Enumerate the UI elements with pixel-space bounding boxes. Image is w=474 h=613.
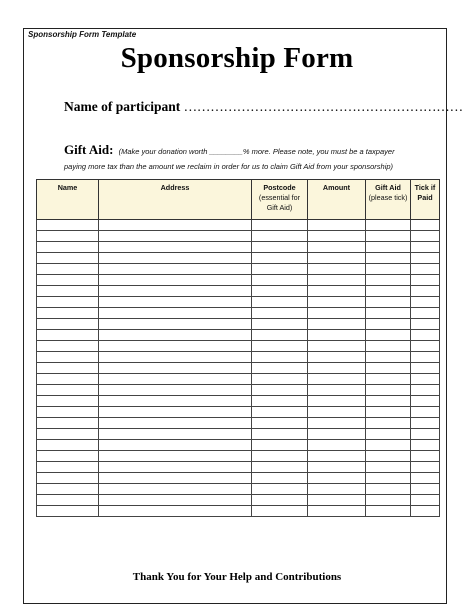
amount-cell[interactable] (308, 407, 366, 418)
gift-aid-cell[interactable] (366, 396, 411, 407)
paid-cell[interactable] (411, 308, 440, 319)
postcode-cell[interactable] (252, 407, 308, 418)
amount-cell[interactable] (308, 275, 366, 286)
name-cell[interactable] (37, 440, 99, 451)
table-row (37, 418, 440, 429)
name-cell[interactable] (37, 363, 99, 374)
name-cell[interactable] (37, 275, 99, 286)
amount-cell[interactable] (308, 231, 366, 242)
gift-aid-cell[interactable] (366, 484, 411, 495)
gift-aid-cell[interactable] (366, 418, 411, 429)
header-gift-aid-sub: (please tick) (368, 193, 408, 202)
gift-aid-cell[interactable] (366, 253, 411, 264)
paid-cell[interactable] (411, 253, 440, 264)
table-row (37, 231, 440, 242)
amount-cell[interactable] (308, 473, 366, 484)
gift-aid-cell[interactable] (366, 495, 411, 506)
table-row (37, 275, 440, 286)
postcode-cell[interactable] (252, 319, 308, 330)
gift-aid-cell[interactable] (366, 264, 411, 275)
address-cell[interactable] (99, 374, 252, 385)
amount-cell[interactable] (308, 253, 366, 264)
header-postcode (252, 180, 308, 220)
postcode-cell[interactable] (252, 220, 308, 231)
postcode-cell[interactable] (252, 462, 308, 473)
table-row (37, 396, 440, 407)
table-row (37, 330, 440, 341)
amount-cell[interactable] (308, 264, 366, 275)
table-row (37, 506, 440, 517)
postcode-cell[interactable] (252, 363, 308, 374)
amount-cell[interactable] (308, 495, 366, 506)
paid-cell[interactable] (411, 297, 440, 308)
table-row (37, 352, 440, 363)
participant-name-field[interactable] (64, 99, 463, 115)
address-cell[interactable] (99, 253, 252, 264)
gift-aid-cell[interactable] (366, 429, 411, 440)
postcode-cell[interactable] (252, 385, 308, 396)
sponsorship-table (36, 179, 440, 517)
paid-cell[interactable] (411, 495, 440, 506)
paid-cell[interactable] (411, 473, 440, 484)
amount-cell[interactable] (308, 319, 366, 330)
amount-cell[interactable] (308, 484, 366, 495)
name-cell[interactable] (37, 451, 99, 462)
address-cell[interactable] (99, 418, 252, 429)
postcode-cell[interactable] (252, 473, 308, 484)
participant-dotted-line: ……………………………………………………… (183, 99, 463, 114)
amount-cell[interactable] (308, 286, 366, 297)
table-body (37, 220, 440, 517)
address-cell[interactable] (99, 440, 252, 451)
paid-cell[interactable] (411, 374, 440, 385)
postcode-cell[interactable] (252, 484, 308, 495)
name-cell[interactable] (37, 220, 99, 231)
table-row (37, 363, 440, 374)
footer-thanks: Thank You for Your Help and Contributions (132, 571, 342, 583)
page-title: Sponsorship Form (120, 42, 354, 74)
table-row (37, 451, 440, 462)
gift-aid-cell[interactable] (366, 451, 411, 462)
paid-cell[interactable] (411, 484, 440, 495)
table-header-row (37, 180, 440, 220)
postcode-cell[interactable] (252, 506, 308, 517)
address-cell[interactable] (99, 341, 252, 352)
table-row (37, 253, 440, 264)
name-cell[interactable] (37, 308, 99, 319)
gift-aid-cell[interactable] (366, 231, 411, 242)
address-cell[interactable] (99, 264, 252, 275)
address-cell[interactable] (99, 231, 252, 242)
name-cell[interactable] (37, 319, 99, 330)
amount-cell[interactable] (308, 374, 366, 385)
postcode-cell[interactable] (252, 275, 308, 286)
header-amount (308, 180, 366, 220)
name-cell[interactable] (37, 407, 99, 418)
address-cell[interactable] (99, 319, 252, 330)
postcode-cell[interactable] (252, 297, 308, 308)
paid-cell[interactable] (411, 396, 440, 407)
gift-aid-label: Gift Aid: (64, 142, 114, 157)
header-name (37, 180, 99, 220)
header-gift-aid (366, 180, 411, 220)
postcode-cell[interactable] (252, 440, 308, 451)
table-row (37, 319, 440, 330)
name-cell[interactable] (37, 297, 99, 308)
header-tick-if-paid (411, 180, 440, 220)
gift-aid-cell[interactable] (366, 319, 411, 330)
paid-cell[interactable] (411, 220, 440, 231)
address-cell[interactable] (99, 330, 252, 341)
table-row (37, 308, 440, 319)
amount-cell[interactable] (308, 308, 366, 319)
participant-label: Name of participant (64, 99, 181, 114)
table-row (37, 495, 440, 506)
postcode-cell[interactable] (252, 429, 308, 440)
address-cell[interactable] (99, 363, 252, 374)
address-cell[interactable] (99, 473, 252, 484)
name-cell[interactable] (37, 396, 99, 407)
gift-aid-cell[interactable] (366, 407, 411, 418)
amount-cell[interactable] (308, 506, 366, 517)
paid-cell[interactable] (411, 286, 440, 297)
name-cell[interactable] (37, 418, 99, 429)
name-cell[interactable] (37, 385, 99, 396)
name-cell[interactable] (37, 341, 99, 352)
amount-cell[interactable] (308, 352, 366, 363)
address-cell[interactable] (99, 462, 252, 473)
gift-aid-cell[interactable] (366, 473, 411, 484)
paid-cell[interactable] (411, 385, 440, 396)
name-cell[interactable] (37, 330, 99, 341)
paid-cell[interactable] (411, 506, 440, 517)
table-row (37, 242, 440, 253)
paid-cell[interactable] (411, 264, 440, 275)
amount-cell[interactable] (308, 396, 366, 407)
name-cell[interactable] (37, 352, 99, 363)
address-cell[interactable] (99, 220, 252, 231)
header-gift-aid-title: Gift Aid (375, 183, 401, 192)
postcode-cell[interactable] (252, 341, 308, 352)
amount-cell[interactable] (308, 440, 366, 451)
header-amount-title: Amount (322, 183, 351, 192)
gift-aid-cell[interactable] (366, 286, 411, 297)
table-row (37, 385, 440, 396)
table-row (37, 286, 440, 297)
postcode-cell[interactable] (252, 352, 308, 363)
paid-cell[interactable] (411, 330, 440, 341)
paid-cell[interactable] (411, 363, 440, 374)
address-cell[interactable] (99, 495, 252, 506)
name-cell[interactable] (37, 429, 99, 440)
gift-aid-notice (64, 143, 444, 174)
amount-cell[interactable] (308, 418, 366, 429)
amount-cell[interactable] (308, 242, 366, 253)
amount-cell[interactable] (308, 462, 366, 473)
header-address-title: Address (160, 183, 190, 192)
name-cell[interactable] (37, 374, 99, 385)
postcode-cell[interactable] (252, 253, 308, 264)
table-row (37, 440, 440, 451)
postcode-cell[interactable] (252, 286, 308, 297)
amount-cell[interactable] (308, 429, 366, 440)
address-cell[interactable] (99, 396, 252, 407)
paid-cell[interactable] (411, 242, 440, 253)
table-row (37, 374, 440, 385)
table-row (37, 462, 440, 473)
gift-aid-cell[interactable] (366, 242, 411, 253)
address-cell[interactable] (99, 308, 252, 319)
table-row (37, 407, 440, 418)
postcode-cell[interactable] (252, 418, 308, 429)
gift-aid-cell[interactable] (366, 363, 411, 374)
name-cell[interactable] (37, 495, 99, 506)
gift-aid-cell[interactable] (366, 352, 411, 363)
postcode-cell[interactable] (252, 264, 308, 275)
paid-cell[interactable] (411, 352, 440, 363)
gift-aid-cell[interactable] (366, 275, 411, 286)
gift-aid-cell[interactable] (366, 385, 411, 396)
name-cell[interactable] (37, 286, 99, 297)
paid-cell[interactable] (411, 418, 440, 429)
table-row (37, 484, 440, 495)
amount-cell[interactable] (308, 341, 366, 352)
postcode-cell[interactable] (252, 396, 308, 407)
address-cell[interactable] (99, 242, 252, 253)
amount-cell[interactable] (308, 220, 366, 231)
table-row (37, 341, 440, 352)
name-cell[interactable] (37, 264, 99, 275)
name-cell[interactable] (37, 242, 99, 253)
name-cell[interactable] (37, 253, 99, 264)
paid-cell[interactable] (411, 407, 440, 418)
header-tick-if-paid-title: Tick if Paid (414, 183, 436, 202)
paid-cell[interactable] (411, 319, 440, 330)
address-cell[interactable] (99, 297, 252, 308)
header-name-title: Name (57, 183, 78, 192)
paid-cell[interactable] (411, 429, 440, 440)
gift-aid-cell[interactable] (366, 462, 411, 473)
address-cell[interactable] (99, 352, 252, 363)
template-label: Sponsorship Form Template (28, 30, 137, 39)
gift-aid-cell[interactable] (366, 308, 411, 319)
gift-aid-text-line2: paying more tax than the amount we reclaim in order for us to claim Gift Aid from your sponsorship) (64, 162, 394, 171)
paid-cell[interactable] (411, 231, 440, 242)
paid-cell[interactable] (411, 275, 440, 286)
gift-aid-cell[interactable] (366, 330, 411, 341)
address-cell[interactable] (99, 407, 252, 418)
address-cell[interactable] (99, 506, 252, 517)
postcode-cell[interactable] (252, 451, 308, 462)
postcode-cell[interactable] (252, 374, 308, 385)
name-cell[interactable] (37, 506, 99, 517)
header-address (99, 180, 252, 220)
amount-cell[interactable] (308, 385, 366, 396)
paid-cell[interactable] (411, 462, 440, 473)
address-cell[interactable] (99, 385, 252, 396)
table-row (37, 429, 440, 440)
table-row (37, 473, 440, 484)
postcode-cell[interactable] (252, 242, 308, 253)
gift-aid-cell[interactable] (366, 506, 411, 517)
header-postcode-title: Postcode (263, 183, 296, 192)
gift-aid-text-line1: (Make your donation worth ________% more. Please note, you must be a taxpayer (118, 147, 395, 156)
amount-cell[interactable] (308, 297, 366, 308)
address-cell[interactable] (99, 451, 252, 462)
address-cell[interactable] (99, 484, 252, 495)
name-cell[interactable] (37, 473, 99, 484)
address-cell[interactable] (99, 286, 252, 297)
gift-aid-cell[interactable] (366, 297, 411, 308)
table-row (37, 264, 440, 275)
paid-cell[interactable] (411, 341, 440, 352)
table-row (37, 220, 440, 231)
paid-cell[interactable] (411, 440, 440, 451)
name-cell[interactable] (37, 484, 99, 495)
amount-cell[interactable] (308, 363, 366, 374)
postcode-cell[interactable] (252, 231, 308, 242)
gift-aid-cell[interactable] (366, 341, 411, 352)
gift-aid-cell[interactable] (366, 220, 411, 231)
gift-aid-cell[interactable] (366, 374, 411, 385)
name-cell[interactable] (37, 462, 99, 473)
postcode-cell[interactable] (252, 308, 308, 319)
header-postcode-sub: (essential for Gift Aid) (258, 193, 301, 212)
gift-aid-cell[interactable] (366, 440, 411, 451)
table-row (37, 297, 440, 308)
name-cell[interactable] (37, 231, 99, 242)
amount-cell[interactable] (308, 451, 366, 462)
postcode-cell[interactable] (252, 330, 308, 341)
paid-cell[interactable] (411, 451, 440, 462)
postcode-cell[interactable] (252, 495, 308, 506)
address-cell[interactable] (99, 275, 252, 286)
amount-cell[interactable] (308, 330, 366, 341)
address-cell[interactable] (99, 429, 252, 440)
